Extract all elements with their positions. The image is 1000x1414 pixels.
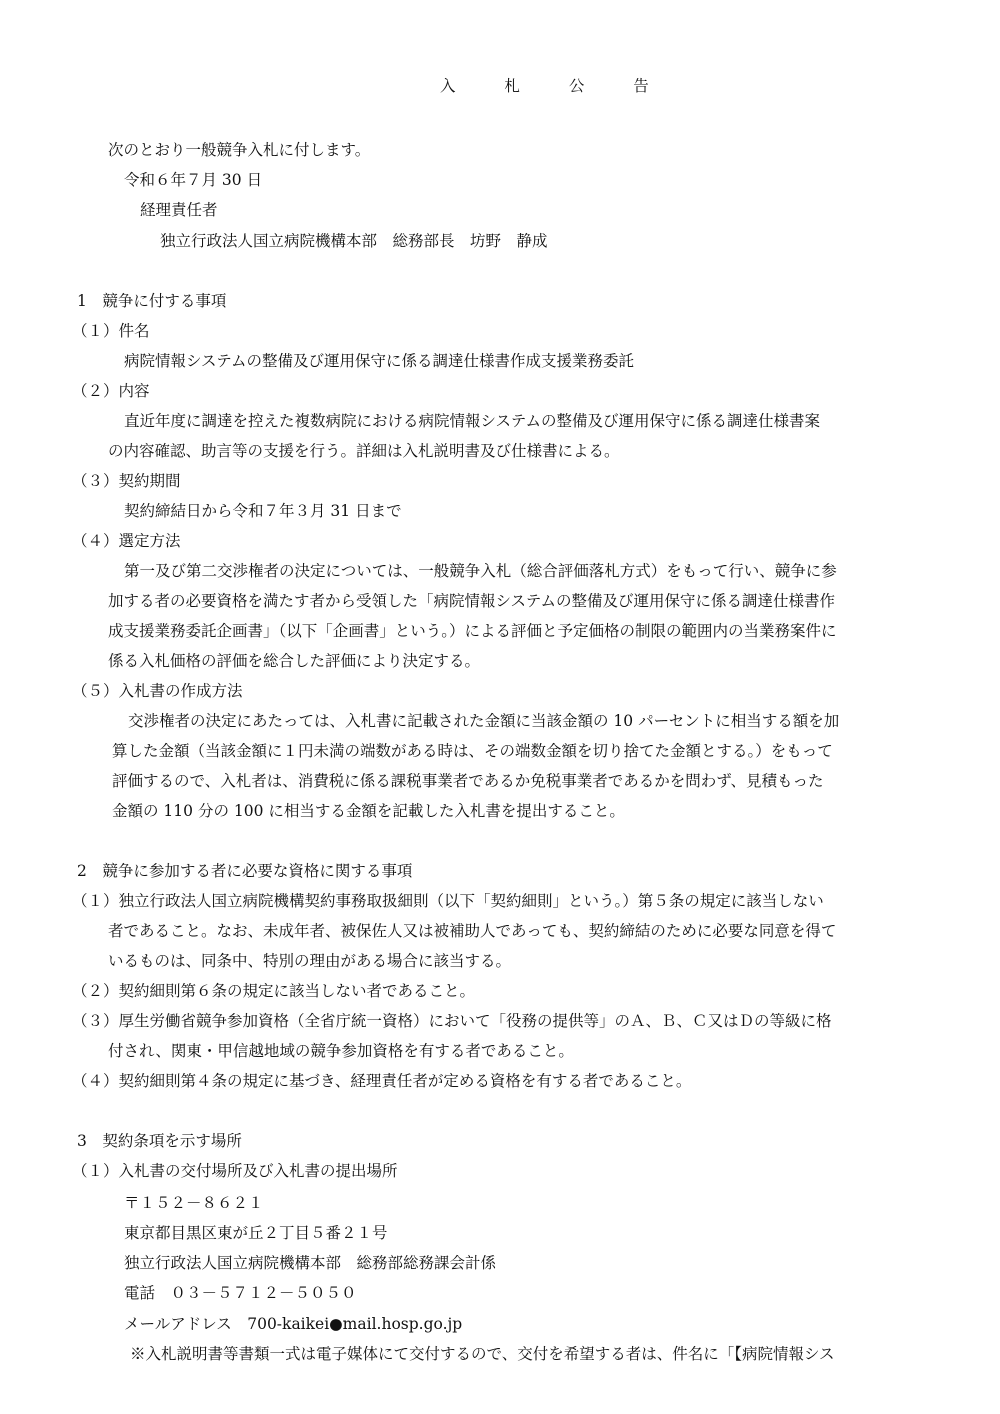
section1-item4-heading: （４）選定方法: [72, 532, 181, 550]
section1-item5-line: 金額の 110 分の 100 に相当する金額を記載した入札書を提出すること。: [112, 802, 625, 820]
section1-heading: 1 競争に付する事項: [77, 292, 227, 310]
section1-item4-line: 成支援業務委託企画書」（以下「企画書」という。）による評価と予定価格の制限の範囲内の当業務案件に: [108, 622, 837, 640]
section2-item3-line: （３）厚生労働省競争参加資格（全省庁統一資格）において「役務の提供等」のＡ、Ｂ、Ｃ又はＤの等級に格: [72, 1012, 832, 1030]
email-address: メールアドレス 700-kaikei●mail.hosp.go.jp: [124, 1315, 463, 1333]
section1-item2-line: 直近年度に調達を控えた複数病院における病院情報システムの整備及び運用保守に係る調達仕様書案: [124, 412, 820, 430]
address: 東京都目黒区東が丘２丁目５番２１号: [124, 1224, 388, 1242]
section1-item3-heading: （３）契約期間: [72, 472, 181, 490]
section1-item4-line: 第一及び第二交渉権者の決定については、一般競争入札（総合評価落札方式）をもって行い、競争に参: [124, 562, 837, 580]
section2-item1-line: 者であること。なお、未成年者、被保佐人又は被補助人であっても、契約締結のために必要な同意を得て: [108, 922, 837, 940]
phone-number: 電話 ０３－５７１２－５０５０: [124, 1284, 357, 1302]
section1-item4-line: 係る入札価格の評価を総合した評価により決定する。: [108, 652, 481, 670]
section3-item1-heading: （１）入札書の交付場所及び入札書の提出場所: [72, 1162, 398, 1180]
section2-item1-line: （１）独立行政法人国立病院機構契約事務取扱細則（以下「契約細則」という。）第５条の規定に該当しない: [72, 892, 824, 910]
section2-item3-line: 付され、関東・甲信越地域の競争参加資格を有する者であること。: [108, 1042, 574, 1060]
section3-heading: 3 契約条項を示す場所: [77, 1132, 242, 1150]
section1-item5-line: 評価するので、入札者は、消費税に係る課税事業者であるか免税事業者であるかを問わず、見積もった: [112, 772, 824, 790]
section2-item4: （４）契約細則第４条の規定に基づき、経理責任者が定める資格を有する者であること。: [72, 1072, 692, 1090]
section1-item2-line: の内容確認、助言等の支援を行う。詳細は入札説明書及び仕様書による。: [108, 442, 620, 460]
document-note: ※入札説明書等書類一式は電子媒体にて交付するので、交付を希望する者は、件名に「【病院情報シス: [130, 1345, 835, 1363]
section1-item5-line: 算した金額（当該金額に１円未満の端数がある時は、その端数金額を切り捨てた金額とする。）をもって: [112, 742, 833, 760]
section1-item3-text: 契約締結日から令和７年３月 31 日まで: [124, 502, 402, 520]
section1-item5-line: 交渉権者の決定にあたっては、入札書に記載された金額に当該金額の 10 パーセントに相当する額を加: [128, 712, 840, 730]
official-title: 経理責任者: [140, 201, 218, 219]
section2-heading: 2 競争に参加する者に必要な資格に関する事項: [77, 862, 413, 880]
postal-code: 〒１５２－８６２１: [124, 1194, 264, 1212]
notice-date: 令和６年７月 30 日: [124, 171, 263, 189]
section1-item1-text: 病院情報システムの整備及び運用保守に係る調達仕様書作成支援業務委託: [124, 352, 634, 370]
document-title: 入 札 公 告: [440, 77, 671, 95]
section1-item4-line: 加する者の必要資格を満たす者から受領した「病院情報システムの整備及び運用保守に係る調達仕様書作: [108, 592, 835, 610]
office-name: 独立行政法人国立病院機構本部 総務部総務課会計係: [124, 1254, 497, 1272]
section2-item2: （２）契約細則第６条の規定に該当しない者であること。: [72, 982, 476, 1000]
official-name: 独立行政法人国立病院機構本部 総務部長 坊野 静成: [160, 232, 548, 250]
section2-item1-line: いるものは、同条中、特別の理由がある場合に該当する。: [108, 952, 512, 970]
section1-item2-heading: （２）内容: [72, 382, 150, 400]
section1-item1-heading: （１）件名: [72, 322, 150, 340]
intro-text: 次のとおり一般競争入札に付します。: [108, 141, 371, 159]
section1-item5-heading: （５）入札書の作成方法: [72, 682, 243, 700]
